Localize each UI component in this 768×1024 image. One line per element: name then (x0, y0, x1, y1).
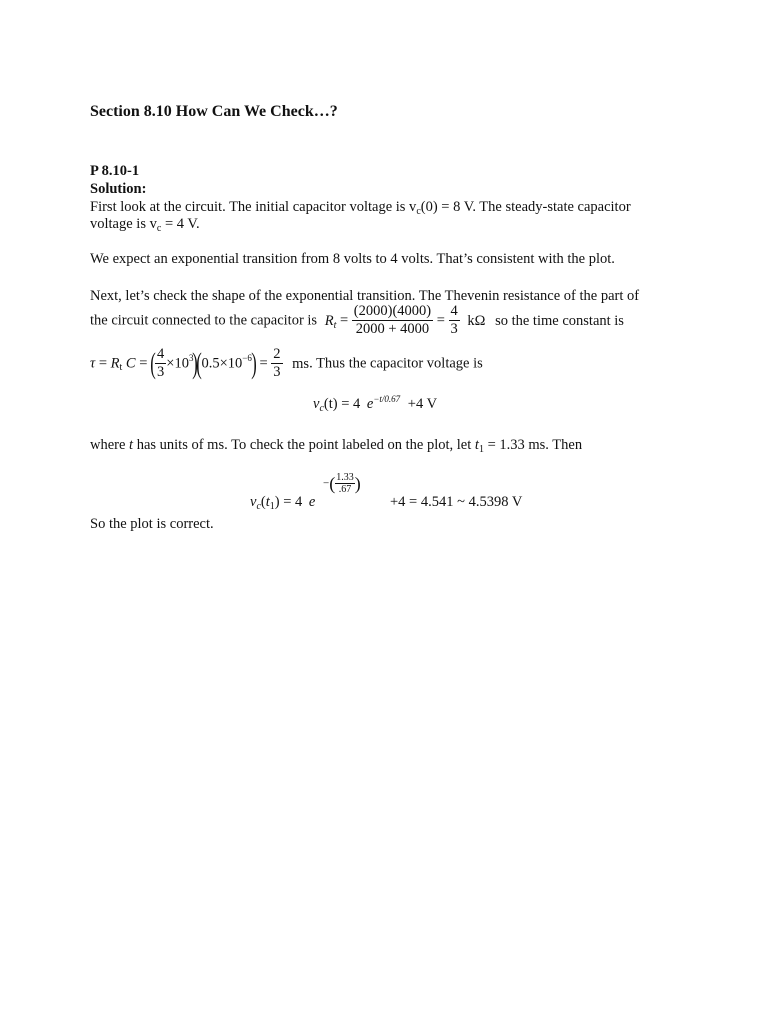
paragraph-1-line-2: voltage is $v_c = 4$ V. (90, 216, 200, 234)
rt-symbol: $R_t$ (324, 312, 337, 331)
section-title: Section 8.10 How Can We Check…? (90, 103, 338, 120)
paragraph-1-line-1: First look at the circuit. The initial capacitor voltage is $v_c(0) = 8$ V. The steady-state capacitor (90, 199, 631, 217)
paragraph-4: where t has units of ms. To check the point labeled on the plot, let $t_1 = 1.33$ ms. Then (90, 437, 583, 455)
solution-label: Solution: (90, 181, 147, 197)
paragraph-3-line-2: the circuit connected to the capacitor is $R_t$ = $\frac{(2000)(4000)}{2000 + 4000}$ = $\frac{4}{3}$ kΩ so the time constant is (90, 303, 624, 337)
document-page: Section 8.10 How Can We Check…? P 8.10-1 Solution: First look at the circuit. The initial capacitor voltage is $v_c(0) = 8$ V. The steady-state capacitor voltage is $v_c = 4$ V. We expect an exponential transition from 8 volts to 4 volts. That’s consistent with the plot. Next, let’s check the shape of the exponential transition. The Thevenin resistance of the part of the circuit connected to the capacitor is $R_t$ = $\frac{(2000)(4000)}{2000 + 4000}$ = $\frac{4}{3}$ kΩ so the time constant is $\tau = R_t$ C = ( $\frac{4}{3}$ $\times 10^3)(0.5\times 10^{-6})$ = $\frac{2}{3}$ ms. Thus the capacitor voltage is $v_c(t) = 4$ $e^{-t/0.67} +4$ V where t has units of ms. To check the point labeled on the plot, let $t_1 = 1.33$ ms. Then $v_c(t_1) = 4$ e −( $\frac{1.33}{.67}$ ) +4 = 4.541 ~ 4.5398 V So the plot is correct. (90, 103, 640, 532)
problem-label: P 8.10-1 (90, 163, 140, 179)
exponent-fraction: −( $\frac{1.33}{.67}$ ) (323, 472, 361, 495)
rt-value-fraction: $\frac{4}{3}$ (450, 303, 458, 337)
rt-fraction: $\frac{(2000)(4000)}{2000 + 4000}$ (353, 303, 432, 337)
paragraph-3-line-1: Next, let’s check the shape of the exponential transition. The Thevenin resistance of the part of (90, 288, 640, 304)
capacitor-voltage-equation: $v_c(t) = 4$ $e^{-t/0.67} +4$ V (313, 394, 438, 414)
time-constant-line: $\tau = R_t$ C = ( $\frac{4}{3}$ $\times 10^3)(0.5\times 10^{-6})$ = $\frac{2}{3}$ ms. Thus the capacitor voltage is (90, 346, 483, 380)
conclusion: So the plot is correct. (90, 516, 214, 532)
paragraph-2: We expect an exponential transition from 8 volts to 4 volts. That’s consistent with the plot. (90, 251, 615, 267)
